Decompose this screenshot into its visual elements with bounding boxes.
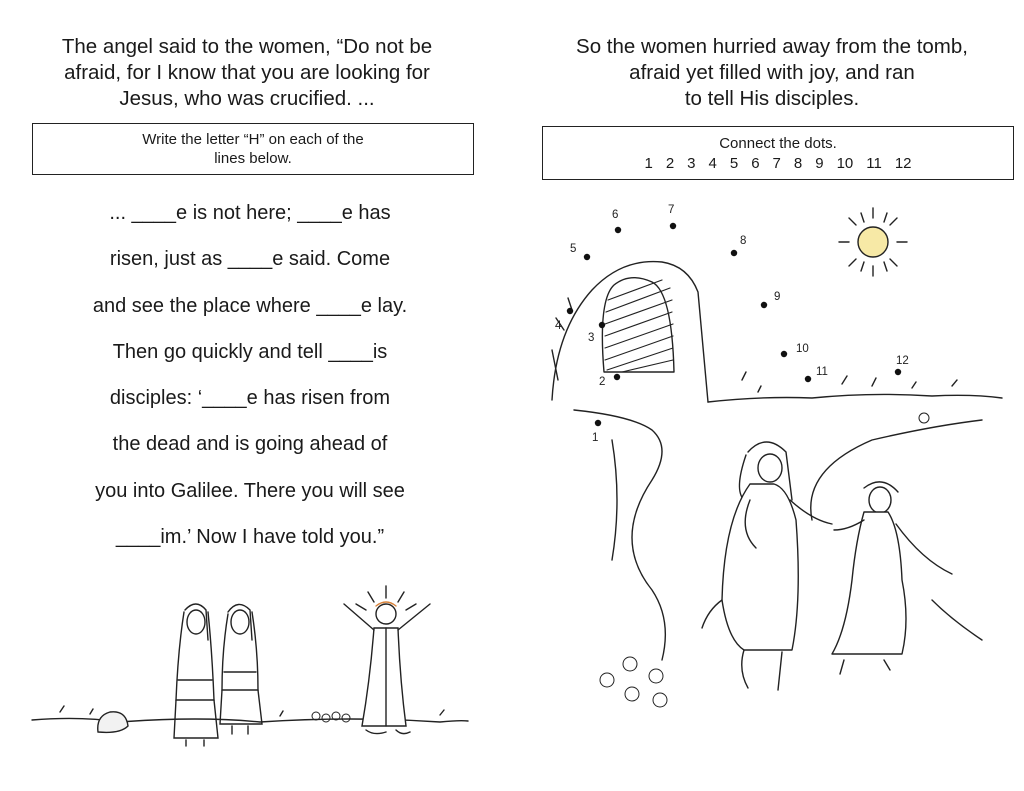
dot-4[interactable] xyxy=(567,308,573,314)
heading-line: afraid yet filled with joy, and ran xyxy=(629,61,915,84)
dot-8[interactable] xyxy=(731,250,737,256)
instruction-number: 12 xyxy=(894,155,912,172)
instruction-number: 10 xyxy=(836,155,854,172)
dot-label: 2 xyxy=(599,376,606,388)
instruction-number: 5 xyxy=(729,155,739,172)
instruction-line: lines below. xyxy=(214,150,292,167)
dot-label: 11 xyxy=(816,366,828,378)
dot-label: 8 xyxy=(740,235,747,247)
verse-line: risen, just as ____e said. Come xyxy=(109,248,391,271)
instruction-number: 1 xyxy=(644,155,653,172)
dot-3[interactable] xyxy=(599,322,605,328)
dot-label: 1 xyxy=(592,432,599,444)
dot-label: 3 xyxy=(588,332,595,344)
instruction-number: 7 xyxy=(772,155,781,172)
heading-line: The angel said to the women, “Do not be xyxy=(61,35,433,58)
verse-line: the dead and is going ahead of xyxy=(112,433,388,456)
heading-line: afraid, for I know that you are looking for xyxy=(64,61,430,84)
dot-label: 5 xyxy=(570,243,577,255)
dot-12[interactable] xyxy=(895,369,901,375)
dot-9[interactable] xyxy=(761,302,767,308)
dot-label: 12 xyxy=(896,355,909,367)
instruction-number: 4 xyxy=(708,155,717,172)
dot-6[interactable] xyxy=(615,227,621,233)
heading-line: Jesus, who was crucified. ... xyxy=(119,87,375,110)
dot-5[interactable] xyxy=(584,254,590,260)
verse-line: ... ____e is not here; ____e has xyxy=(109,202,391,224)
connect-the-dots xyxy=(512,0,1024,791)
instruction-number: 11 xyxy=(866,155,882,172)
dot-label: 7 xyxy=(668,204,675,216)
women-and-angel-illustration xyxy=(0,0,500,791)
instruction-number: 2 xyxy=(665,155,675,172)
dot-1[interactable] xyxy=(595,420,601,426)
left-page xyxy=(0,0,500,791)
verse-line: Then go quickly and tell ____is xyxy=(112,340,388,363)
heading-line: to tell His disciples. xyxy=(684,87,860,110)
dot-label: 10 xyxy=(796,343,809,355)
instruction-number: 3 xyxy=(687,155,696,172)
dot-label: 4 xyxy=(555,320,562,332)
right-page xyxy=(512,0,1024,791)
verse-line: ____im.’ Now I have told you.” xyxy=(115,526,385,549)
instruction-title: Connect the dots. xyxy=(719,135,837,152)
instruction-number: 8 xyxy=(793,155,803,172)
instruction-line: Write the letter “H” on each of the xyxy=(142,131,364,148)
dot-10[interactable] xyxy=(781,351,787,357)
verse-line: disciples: ‘____e has risen from xyxy=(109,387,391,410)
dot-2[interactable] xyxy=(614,374,620,380)
verse-line: you into Galilee. There you will see xyxy=(95,479,405,502)
dot-7[interactable] xyxy=(670,223,676,229)
heading-line: So the women hurried away from the tomb, xyxy=(576,35,968,58)
dot-11[interactable] xyxy=(805,376,811,382)
instruction-number: 9 xyxy=(815,155,824,172)
dot-label: 9 xyxy=(774,291,781,303)
verse-line: and see the place where ____e lay. xyxy=(92,294,408,317)
instruction-number: 6 xyxy=(751,155,760,172)
dot-label: 6 xyxy=(612,209,619,221)
